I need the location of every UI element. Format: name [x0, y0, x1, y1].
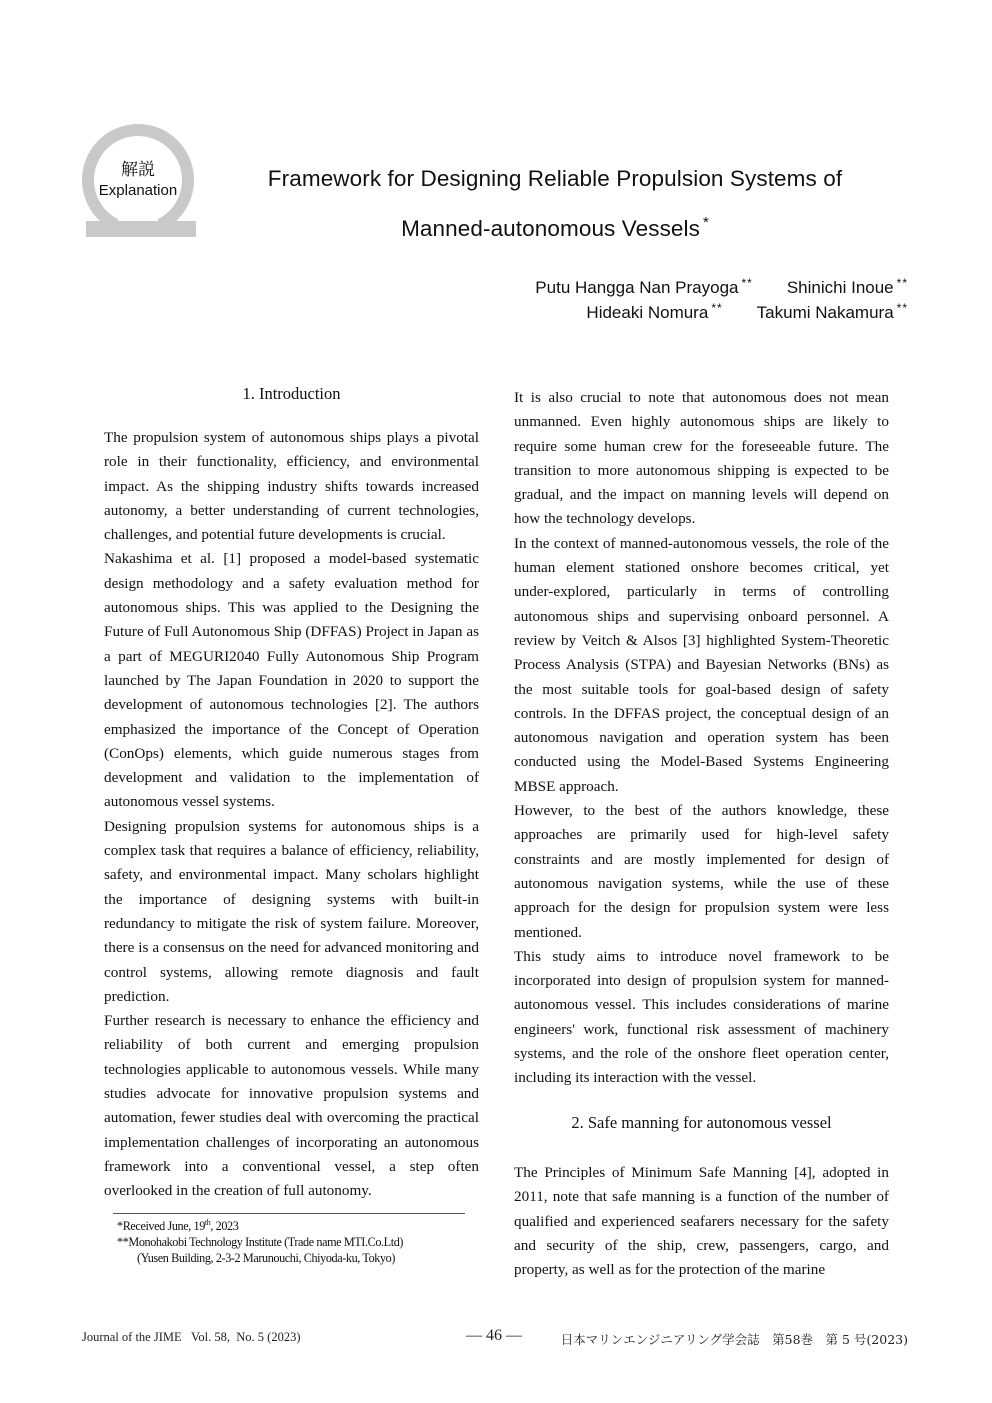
badge-label-japanese: 解説 — [121, 160, 155, 180]
author-row-1 — [535, 276, 908, 298]
received-date-text: *Received June, 19 — [117, 1219, 205, 1234]
paper-title-text: Manned-autonomous Vessels — [401, 216, 700, 241]
ordinal-suffix: th — [204, 1218, 211, 1227]
paragraph: The Principles of Minimum Safe Manning [4], adopted in 2011, note that safe manning is a function of the number of qualified and experienced seafarers necessary for the safety and security of the ship, crew, passengers, cargo, and property, as well as for the protection of the marine — [514, 1164, 889, 1279]
affiliation-mark: ** — [741, 276, 753, 290]
title-footnote-mark: * — [703, 214, 709, 231]
paper-title-line-1: Framework for Designing Reliable Propulsion Systems of — [267, 166, 843, 191]
footnotes — [117, 1215, 477, 1266]
author — [586, 301, 722, 323]
footer-journal-citation: Journal of the JIME Vol. 58, No. 5 (2023) — [82, 1330, 301, 1344]
page-number: — 46 — — [466, 1327, 522, 1344]
footnote-affiliation: **Monohakobi Technology Institute (Trade name MTI.Co.Ltd) — [117, 1235, 404, 1250]
received-year: , 2023 — [210, 1219, 239, 1234]
paragraph: This study aims to introduce novel framework to be incorporated into design of propulsion system for manned-autonomous vessel. This includes considerations of marine engineers' work, functional risk assessment of machinery systems, and the role of the onshore fleet operation center, including its interaction with the vessel. — [514, 947, 889, 1087]
footnote-divider — [113, 1213, 465, 1214]
author-name: Takumi Nakamura — [756, 303, 894, 322]
author-name: Hideaki Nomura — [586, 303, 709, 322]
section-heading-introduction: 1. Introduction — [242, 384, 341, 403]
paper-title-line-2 — [240, 214, 870, 242]
section-heading-safe-manning: 2. Safe manning for autonomous vessel — [571, 1113, 832, 1132]
author-name: Shinichi Inoue — [786, 278, 894, 297]
paragraph: The propulsion system of autonomous ships plays a pivotal role in their functionality, efficiency, and environmental impact. As the shipping industry shifts towards increased autonomy, a better understanding of current technologies, challenges, and potential future developments is crucial. — [104, 429, 479, 544]
author — [535, 276, 753, 298]
paragraph: However, to the best of the authors knowledge, these approaches are primarily used for high-level safety constraints and are mostly implemented for design of autonomous navigation systems, while the use of these approach for the design for propulsion system were less mentioned. — [514, 802, 889, 941]
paragraph: Designing propulsion systems for autonomous ships is a complex task that requires a balance of efficiency, reliability, safety, and environmental impact. Many scholars highlight the importance of designing systems with built-in redundancy to mitigate the risk of system failure. Moreover, there is a consensus on the need for advanced monitoring and control systems, allowing remote diagnosis and fault prediction. — [104, 817, 479, 1005]
author-row-2 — [586, 301, 908, 323]
paragraph: It is also crucial to note that autonomous does not mean unmanned. Even highly autonomous ships are likely to require some human crew for the foreseeable future. The transition to more autonomous shipping is expected to be gradual, and the impact on manning levels will depend on how the technology develops. — [514, 389, 889, 528]
footnote-received — [117, 1215, 477, 1234]
affiliation-mark: ** — [896, 301, 908, 315]
author-name: Putu Hangga Nan Prayoga — [535, 278, 739, 297]
badge-label-english: Explanation — [98, 182, 178, 199]
footnote-address: (Yusen Building, 2-3-2 Marunouchi, Chiyoda-ku, Tokyo) — [137, 1251, 396, 1266]
paragraph: Nakashima et al. [1] proposed a model-based systematic design methodology and a safety evaluation method for autonomous ships. This was applied to the Designing the Future of Full Autonomous Ship (DFFAS) Project in Japan as a part of MEGURI2040 Fully Autonomous Ship Program launched by The Japan Foundation in 2020 to support the development of autonomous technologies [2]. The authors emphasized the importance of the Concept of Operation (ConOps) elements, which guide numerous stages from development and validation to the implementation of autonomous vessel systems. — [104, 550, 479, 811]
left-column — [104, 426, 479, 1204]
affiliation-mark: ** — [896, 276, 908, 290]
right-column-section-2 — [514, 1161, 889, 1282]
badge-base-bar — [86, 221, 196, 237]
paragraph: In the context of manned-autonomous vessels, the role of the human element stationed onshore becomes critical, yet under-explored, particularly in terms of controlling autonomous ships and supervising onboard personnel. A review by Veitch & Alsos [3] highlighted System-Theoretic Process Analysis (STPA) and Bayesian Networks (BNs) as the most suitable tools for goal-based design of safety controls. In the DFFAS project, the conceptual design of an autonomous navigation and operation system has been conducted using the Model-Based Systems Engineering MBSE approach. — [514, 534, 889, 795]
paragraph: Further research is necessary to enhance the efficiency and reliability of both current and emerging propulsion technologies applicable to autonomous vessels. While many studies advocate for innovative propulsion systems and automation, fewer studies deal with overcoming the practical implementation challenges of incorporating an autonomous framework into a conventional vessel, a step often overlooked in the creation of full autonomy. — [104, 1012, 479, 1200]
author — [787, 276, 908, 298]
affiliation-mark: ** — [711, 301, 723, 315]
explanation-badge — [82, 124, 196, 239]
footer-journal-citation-japanese: 日本マリンエンジニアリング学会誌 第58巻 第 5 号(2023) — [560, 1332, 908, 1347]
right-column — [514, 386, 889, 1091]
author — [757, 301, 908, 323]
